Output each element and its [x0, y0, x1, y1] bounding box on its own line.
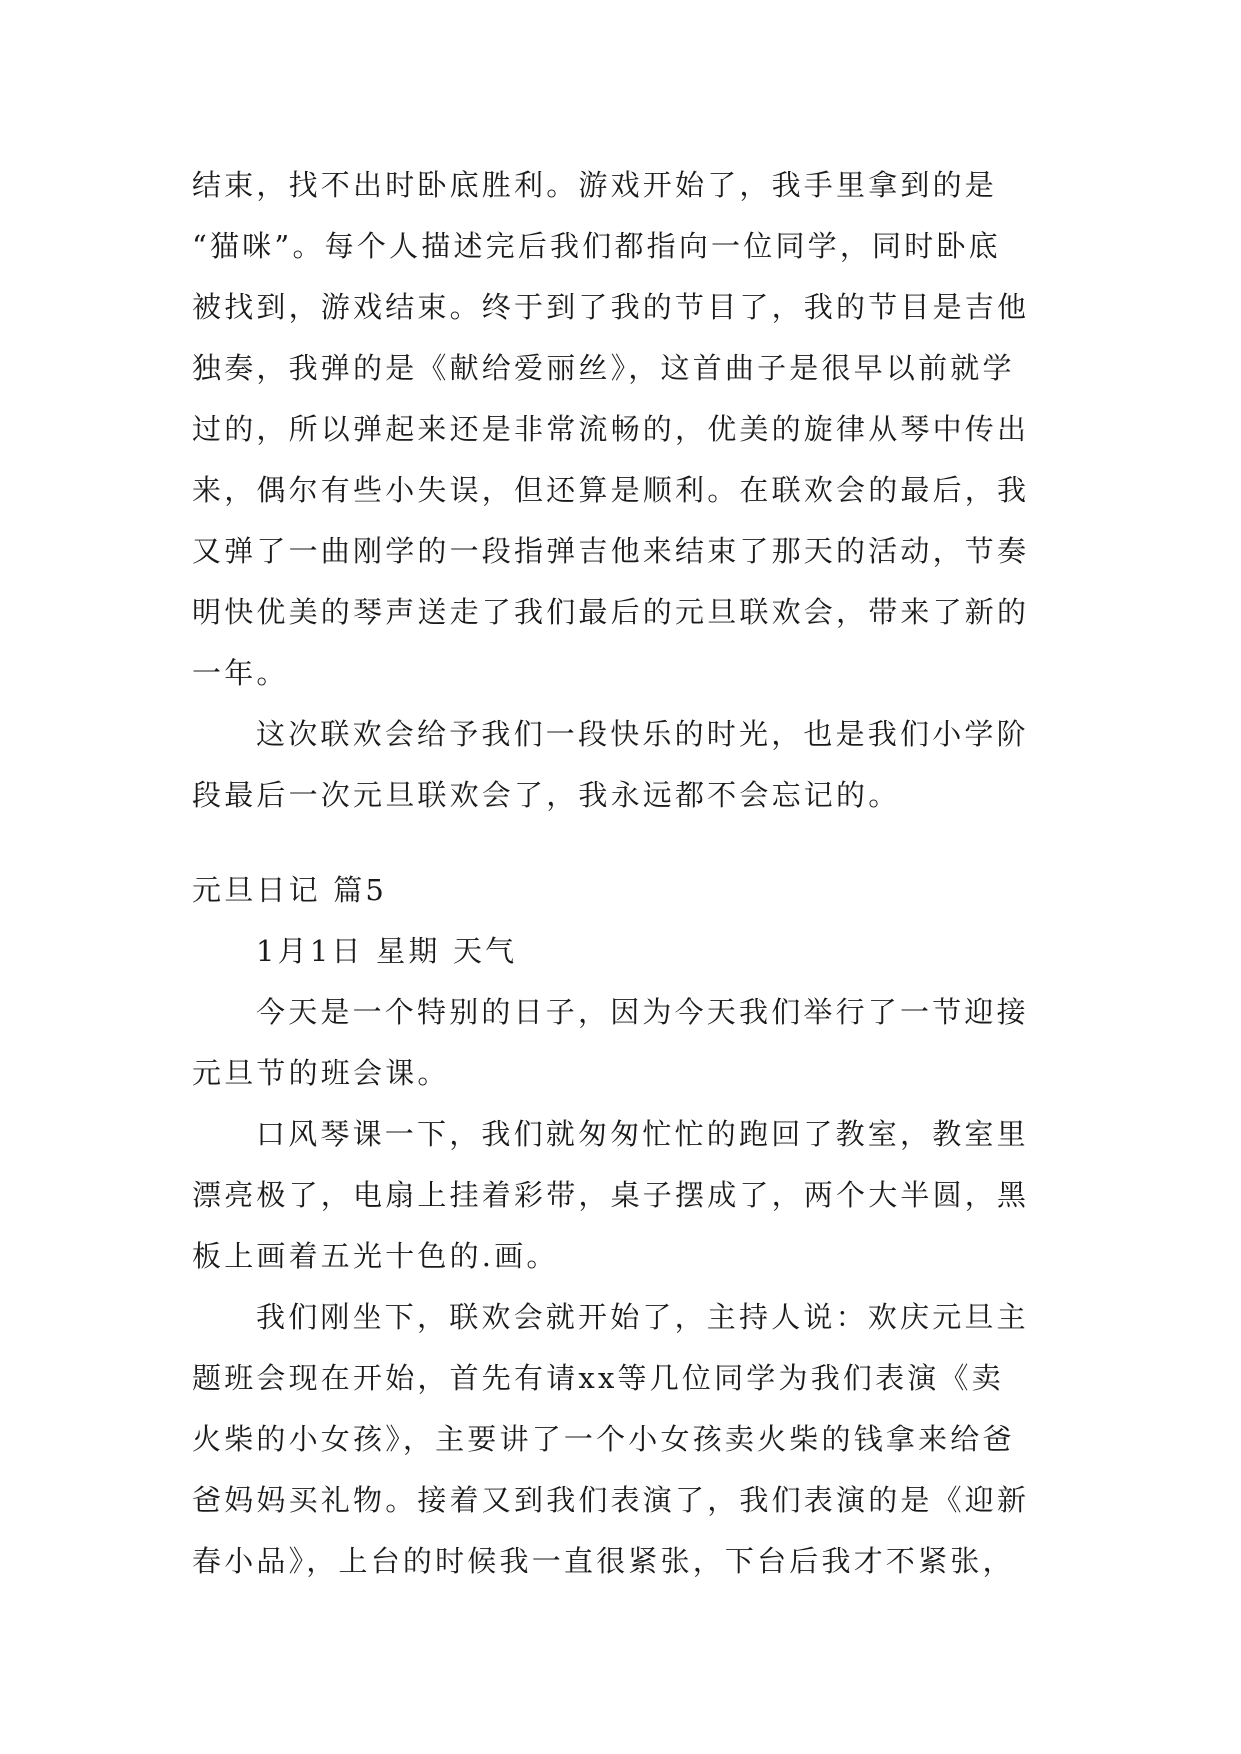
- paragraph-line: 题班会现在开始，首先有请xx等几位同学为我们表演《卖: [192, 1361, 1004, 1395]
- paragraph-line: 元旦节的班会课。: [192, 1056, 450, 1090]
- paragraph-line: 今天是一个特别的日子，因为今天我们举行了一节迎接: [256, 995, 1029, 1029]
- date-line: 1月1日 星期 天气: [256, 934, 518, 968]
- paragraph-line: 这次联欢会给予我们一段快乐的时光，也是我们小学阶: [256, 717, 1029, 751]
- paragraph-line: 结束，找不出时卧底胜利。游戏开始了，我手里拿到的是: [192, 168, 998, 202]
- paragraph-line: 过的，所以弹起来还是非常流畅的，优美的旋律从琴中传出: [192, 412, 1030, 446]
- section-heading: 元旦日记 篇5: [192, 873, 388, 907]
- paragraph-line: 板上画着五光十色的.画。: [192, 1239, 559, 1273]
- paragraph-line: “猫咪”。每个人描述完后我们都指向一位同学，同时卧底: [192, 229, 1001, 263]
- paragraph-line: 来，偶尔有些小失误，但还算是顺利。在联欢会的最后，我: [192, 473, 1030, 507]
- paragraph-line: 爸妈妈买礼物。接着又到我们表演了，我们表演的是《迎新: [192, 1483, 1030, 1517]
- paragraph-line: 一年。: [192, 656, 289, 690]
- paragraph-line: 我们刚坐下，联欢会就开始了，主持人说：欢庆元旦主: [256, 1300, 1029, 1334]
- paragraph-line: 被找到，游戏结束。终于到了我的节目了，我的节目是吉他: [192, 290, 1030, 324]
- paragraph-line: 火柴的小女孩》，主要讲了一个小女孩卖火柴的钱拿来给爸: [192, 1422, 1015, 1456]
- paragraph-line: 独奏，我弹的是《献给爱丽丝》，这首曲子是很早以前就学: [192, 351, 1015, 385]
- paragraph-line: 明快优美的琴声送走了我们最后的元旦联欢会，带来了新的: [192, 595, 1030, 629]
- paragraph-line: 漂亮极了，电扇上挂着彩带，桌子摆成了，两个大半圆，黑: [192, 1178, 1030, 1212]
- paragraph-line: 又弹了一曲刚学的一段指弹吉他来结束了那天的活动，节奏: [192, 534, 1030, 568]
- paragraph-line: 口风琴课一下，我们就匆匆忙忙的跑回了教室，教室里: [256, 1117, 1029, 1151]
- paragraph-line: 段最后一次元旦联欢会了，我永远都不会忘记的。: [192, 778, 901, 812]
- paragraph-line: 春小品》，上台的时候我一直很紧张，下台后我才不紧张，: [192, 1544, 1015, 1578]
